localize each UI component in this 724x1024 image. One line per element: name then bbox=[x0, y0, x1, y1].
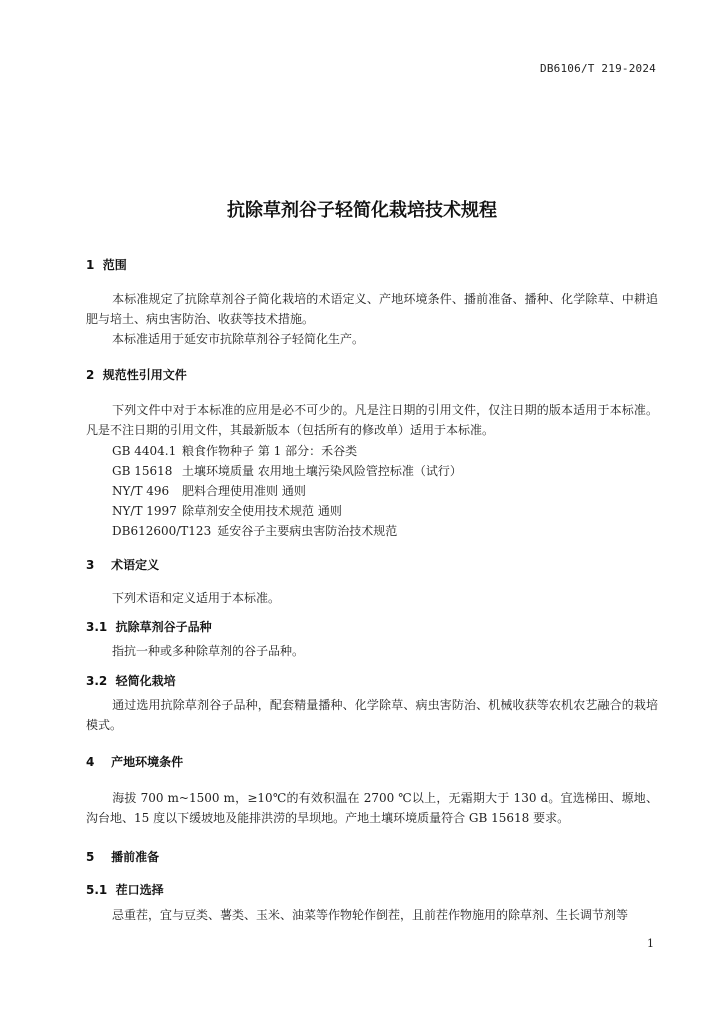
reference-item: GB 4404.1 粮食作物种子 第 1 部分：禾谷类 bbox=[112, 444, 358, 458]
document-title: 抗除草剂谷子轻简化栽培技术规程 bbox=[227, 200, 497, 221]
subsection-3-1-text: 指抗一种或多种除草剂的谷子品种。 bbox=[112, 644, 305, 658]
section-title: 术语定义 bbox=[111, 558, 160, 572]
section-number: 5 bbox=[86, 850, 95, 864]
subsection-3-2-text: 通过选用抗除草剂谷子品种，配套精量播种、化学除草、病虫害防治、机械收获等农机农艺融合的栽培模式。 bbox=[86, 698, 658, 732]
section-1-paragraph-2: 本标准适用于延安市抗除草剂谷子轻简化生产。 bbox=[112, 332, 365, 346]
section-3-heading bbox=[86, 556, 159, 573]
section-title: 产地环境条件 bbox=[111, 755, 184, 769]
reference-item: GB 15618 土壤环境质量 农用地土壤污染风险管控标准（试行） bbox=[112, 464, 462, 478]
section-4-paragraph-1: 海拔 700 m~1500 m，≥10℃的有效积温在 2700 ℃以上，无霜期大于 130 d。宜选梯田、塬地、沟台地、15 度以下缓坡地及能排洪涝的旱坝地。产地土壤环境质量符合 GB 15618 要求。 bbox=[86, 791, 658, 825]
section-number: 1 bbox=[86, 258, 95, 272]
section-2-heading bbox=[86, 366, 187, 383]
section-number: 3 bbox=[86, 558, 95, 572]
section-title: 范围 bbox=[102, 258, 127, 272]
subsection-3-1-heading: 3.1 抗除草剂谷子品种 bbox=[86, 620, 212, 634]
subsection-5-1-text: 忌重茬，宜与豆类、薯类、玉米、油菜等作物轮作倒茬，且前茬作物施用的除草剂、生长调节剂等 bbox=[112, 908, 629, 922]
section-number: 4 bbox=[86, 755, 95, 769]
section-5-heading bbox=[86, 848, 159, 865]
page-number: 1 bbox=[647, 937, 654, 950]
section-1-paragraph-1: 本标准规定了抗除草剂谷子简化栽培的术语定义、产地环境条件、播前准备、播种、化学除草、中耕追肥与培土、病虫害防治、收获等技术措施。 bbox=[86, 292, 658, 326]
subsection-5-1-heading: 5.1 茬口选择 bbox=[86, 883, 164, 897]
section-title: 播前准备 bbox=[111, 850, 160, 864]
reference-item: NY/T 1997 除草剂安全使用技术规范 通则 bbox=[112, 504, 342, 518]
section-2-paragraph-1: 下列文件中对于本标准的应用是必不可少的。凡是注日期的引用文件，仅注日期的版本适用于本标准。凡是不注日期的引用文件，其最新版本（包括所有的修改单）适用于本标准。 bbox=[86, 403, 658, 437]
section-1-heading bbox=[86, 256, 127, 273]
section-4-heading bbox=[86, 753, 183, 770]
document-code: DB6106/T 219-2024 bbox=[540, 62, 656, 75]
section-title: 规范性引用文件 bbox=[102, 368, 187, 382]
reference-item: NY/T 496 肥料合理使用准则 通则 bbox=[112, 484, 306, 498]
reference-item: DB612600/T123 延安谷子主要病虫害防治技术规范 bbox=[112, 524, 398, 538]
section-number: 2 bbox=[86, 368, 95, 382]
section-3-paragraph-1: 下列术语和定义适用于本标准。 bbox=[112, 591, 281, 605]
subsection-3-2-heading: 3.2 轻简化栽培 bbox=[86, 674, 176, 688]
